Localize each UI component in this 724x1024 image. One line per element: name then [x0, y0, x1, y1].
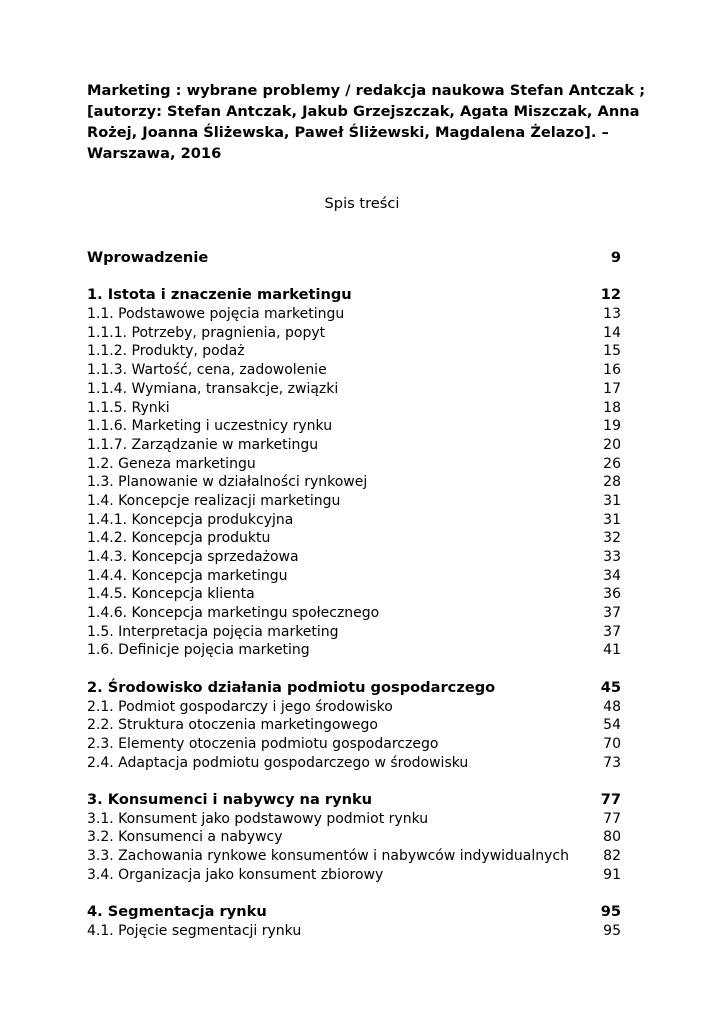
toc-entry-title: 3.4. Organizacja jako konsument zbiorowy — [87, 866, 384, 883]
toc-entry-page: 95 — [603, 922, 621, 939]
toc-entry-title: 1.1. Podstawowe pojęcia marketingu — [87, 306, 345, 323]
toc-entry — [87, 847, 621, 866]
toc-entry-title: 1.2. Geneza marketingu — [87, 455, 256, 472]
bibliographic-header — [87, 80, 647, 164]
toc-entry-page: 48 — [603, 698, 621, 715]
toc-chapter-4 — [87, 903, 621, 922]
toc-chapter-2-items — [87, 698, 621, 773]
toc-entry — [87, 473, 621, 492]
toc-entry — [87, 567, 621, 586]
toc-entry-page: 13 — [603, 306, 621, 323]
toc-entry-page: 36 — [603, 586, 621, 603]
toc-entry — [87, 828, 621, 847]
toc-entry — [87, 455, 621, 474]
toc-entry-title: 1.3. Planowanie w działalności rynkowej — [87, 474, 368, 491]
toc-entry — [87, 754, 621, 773]
toc-entry — [87, 511, 621, 530]
toc-entry-page: 91 — [603, 866, 621, 883]
toc-entry-title: 1.4.3. Koncepcja sprzedażowa — [87, 549, 299, 565]
toc-entry-page: 19 — [603, 418, 621, 435]
toc-chapter-3-items — [87, 810, 621, 885]
toc-entry — [87, 399, 621, 418]
toc-entry-page: 18 — [603, 399, 621, 416]
toc-entry-page: 37 — [603, 605, 621, 622]
toc-entry-title: 3.3. Zachowania rynkowe konsumentów i nabywców indywidualnych — [87, 848, 569, 864]
toc-entry-page: 95 — [600, 903, 621, 921]
toc-entry-title: 2. Środowisko działania podmiotu gospodarczego — [87, 678, 496, 696]
toc-entry-title: 1.1.3. Wartość, cena, zadowolenie — [87, 362, 327, 379]
toc-entry — [87, 604, 621, 623]
toc-entry — [87, 492, 621, 511]
toc-entry-title: 1.1.5. Rynki — [87, 399, 170, 416]
toc-entry-title: 1.5. Interpretacja pojęcia marketing — [87, 623, 339, 640]
toc-chapter-4-items — [87, 922, 621, 941]
toc-entry-title: 4.1. Pojęcie segmentacji rynku — [87, 922, 302, 939]
header-line: Rożej, Joanna Śliżewska, Paweł Śliżewski, Magdalena Żelazo]. – — [87, 124, 609, 141]
toc-entry — [87, 810, 621, 829]
toc-entry-title: 1.4. Koncepcje realizacji marketingu — [87, 492, 341, 509]
table-of-contents — [87, 249, 621, 940]
toc-entry — [87, 641, 621, 660]
toc-entry-title: 1.1.2. Produkty, podaż — [87, 343, 245, 360]
toc-entry-page: 73 — [603, 754, 621, 771]
toc-entry-page: 82 — [603, 848, 621, 864]
toc-entry-page: 16 — [603, 362, 621, 379]
toc-entry-page: 15 — [603, 343, 621, 360]
toc-entry-title: 1.1.1. Potrzeby, pragnienia, popyt — [87, 324, 326, 341]
toc-entry-title: 1.4.2. Koncepcja produktu — [87, 530, 271, 547]
toc-entry-page: 32 — [603, 530, 621, 547]
toc-entry-page: 12 — [600, 286, 621, 304]
toc-entry — [87, 305, 621, 324]
toc-entry-title: 3. Konsumenci i nabywcy na rynku — [87, 790, 373, 808]
toc-entry — [87, 866, 621, 885]
toc-entry — [87, 735, 621, 754]
toc-entry-title: 3.1. Konsument jako podstawowy podmiot rynku — [87, 810, 429, 827]
toc-entry-title: 2.4. Adaptacja podmiotu gospodarczego w środowisku — [87, 754, 469, 771]
toc-entry-page: 77 — [600, 790, 621, 808]
toc-entry-title: 1.1.4. Wymiana, transakcje, związki — [87, 380, 339, 397]
toc-entry-title: 1.4.6. Koncepcja marketingu społecznego — [87, 605, 380, 622]
toc-entry — [87, 585, 621, 604]
toc-entry-page: 28 — [603, 474, 621, 491]
toc-entry — [87, 922, 621, 941]
header-line: [autorzy: Stefan Antczak, Jakub Grzejszczak, Agata Miszczak, Anna — [87, 103, 640, 120]
toc-entry-page: 54 — [603, 717, 621, 734]
header-line: Marketing : wybrane problemy / redakcja naukowa Stefan Antczak ; — [87, 82, 646, 99]
toc-entry-page: 45 — [600, 678, 621, 696]
toc-entry-title: 3.2. Konsumenci a nabywcy — [87, 829, 283, 846]
toc-entry-page: 77 — [603, 810, 621, 827]
toc-entry-intro — [87, 249, 621, 268]
toc-entry — [87, 529, 621, 548]
toc-entry — [87, 342, 621, 361]
toc-entry-page: 20 — [603, 436, 621, 453]
toc-chapter-1 — [87, 286, 621, 305]
toc-entry-page: 31 — [603, 511, 621, 528]
toc-entry — [87, 548, 621, 567]
toc-entry-title: 1.4.4. Koncepcja marketingu — [87, 567, 288, 584]
toc-entry — [87, 623, 621, 642]
toc-title: Spis treści — [324, 195, 400, 212]
toc-entry — [87, 436, 621, 455]
toc-entry-title: 1.1.7. Zarządzanie w marketingu — [87, 436, 319, 453]
toc-entry — [87, 361, 621, 380]
toc-entry-title: 1.6. Definicje pojęcia marketing — [87, 642, 310, 659]
toc-entry-title: 1.1.6. Marketing i uczestnicy rynku — [87, 418, 333, 435]
toc-entry-page: 9 — [610, 249, 621, 266]
toc-entry-page: 26 — [603, 455, 621, 472]
toc-entry-title: 1.4.5. Koncepcja klienta — [87, 586, 255, 603]
toc-entry-page: 31 — [603, 492, 621, 509]
toc-entry — [87, 324, 621, 343]
toc-entry-page: 33 — [603, 549, 621, 565]
toc-entry-page: 17 — [603, 380, 621, 397]
toc-entry-title: 2.1. Podmiot gospodarczy i jego środowisko — [87, 698, 393, 715]
toc-entry — [87, 716, 621, 735]
toc-entry-page: 37 — [603, 623, 621, 640]
toc-chapter-3 — [87, 791, 621, 810]
toc-entry-title: 2.3. Elementy otoczenia podmiotu gospodarczego — [87, 735, 439, 752]
toc-entry-page: 14 — [603, 324, 621, 341]
toc-entry-page: 80 — [603, 829, 621, 846]
toc-entry-page: 34 — [603, 567, 621, 584]
toc-entry — [87, 380, 621, 399]
toc-entry-title: 1. Istota i znaczenie marketingu — [87, 286, 352, 304]
toc-entry-title: 2.2. Struktura otoczenia marketingowego — [87, 717, 378, 734]
toc-chapter-2 — [87, 679, 621, 698]
header-line: Warszawa, 2016 — [87, 145, 222, 162]
toc-entry-title: 4. Segmentacja rynku — [87, 903, 267, 921]
toc-entry-page: 70 — [603, 735, 621, 752]
toc-entry-title: 1.4.1. Koncepcja produkcyjna — [87, 511, 294, 528]
toc-entry — [87, 698, 621, 717]
toc-entry — [87, 417, 621, 436]
toc-entry-title: Wprowadzenie — [87, 249, 209, 266]
toc-chapter-1-items — [87, 305, 621, 660]
toc-entry-page: 41 — [603, 642, 621, 659]
